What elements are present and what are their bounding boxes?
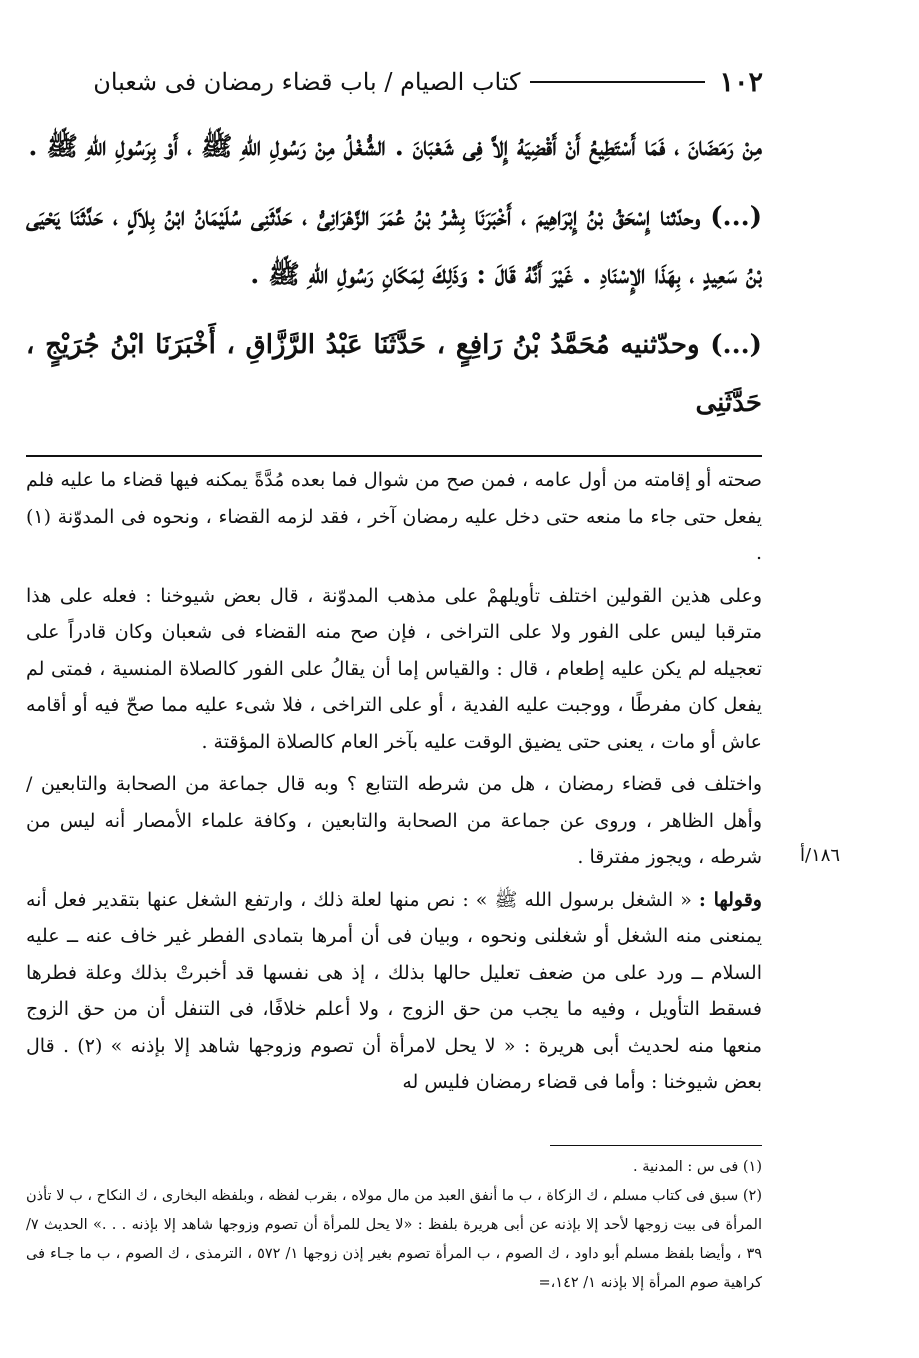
commentary-paragraph: وعلى هذين القولين اختلف تأويلهمْ على مذهب المدوّنة ، قال بعض شيوخنا : فعله على هذا مترقبا ليس على الفور ولا على التراخى ، فإن صح منه القضاء فى شعبان وكان قادراً على تعجيله لم يكن عليه إطعام ، قال : والقياس إما أن يقالُ على الفور كالصلاة المنسية ، فمتى لم يفعل كان مفرطًا ، ووجبت عليه الفدية ، أو على التراخى ، فلا شىء عليه مما صحّ فيه أو أقامه عاش أو مات ، يعنى حتى يضيق الوقت عليه بآخر العام كالصلاة المؤقتة .	[26, 584, 762, 753]
commentary-lead-phrase: وقولها :	[698, 888, 762, 911]
hadith-paragraph: (...) وحدّثنيه مُحَمَّدُ بْنُ رَافِعٍ ، حَدَّثَنَا عَبْدُ الرَّزَّاقِ ، أَخْبَرَنَا ابْنُ جُرَيْجٍ ، حَدَّثَنِى	[26, 330, 762, 418]
footnote: (١) فى س : المدنية .	[632, 1159, 762, 1175]
commentary	[26, 462, 762, 1107]
header-rule	[530, 81, 705, 83]
hadith-paragraph: (...) وحدّثنا إِسْحَقُ بْنُ إِبْرَاهِيمَ ، أَخْبَرَنَا بِشْرُ بْنُ عُمَرَ الزَّهْرَانِىُّ ، حَدَّثَنِى سُلَيْمَانُ ابْنُ بِلاَلٍ ، حَدَّثَنَا يَحْيَى بْنُ سَعِيدٍ ، بِهَذَا الإِسْنَادِ . غَيْرَ أَنَّهُ قَالَ : وَذَلِكَ لِمَكَانِ رَسُولِ اللهِ ﷺ .	[26, 202, 762, 290]
commentary-paragraph: وقولها : « الشغل برسول الله ﷺ » : نص منها لعلة ذلك ، وارتفع الشغل عنها بتقدير فعل أنه يمنعنى منه الشغل أو شغلنى ونحوه ، وبيان فى أن أمرها بتمادى الفطر غير خاف عنه ــ عليه السلام ــ ورد على من ضعف تعليل حالها بذلك ، إذ هى نفسها قد أخبرتْ بذلك وعلة فطرها فسقط التأويل ، وفيه ما يجب من حق الزوج ، ولا أعلم خلافًا، فى التنفل أن من حق الزوج منعها منه لحديث أبى هريرة : « لا يحل لامرأة أن تصوم وزوجها شاهد إلا بإذنه » (٢) . قال بعض شيوخنا : وأما فى قضاء رمضان فليس له	[26, 888, 762, 1093]
footnote: (٢) سبق فى كتاب مسلم ، ك الزكاة ، ب ما أنفق العبد من مال مولاه ، بقرب لفظه ، وبلفظه البخارى ، ك النكاح ، ب لا تأذن المرأة فى بيت زوجها لأحد إلا بإذنه عن أبى هريرة بلفظ : «لا يحل للمرأة أن تصوم وزوجها شاهد إلا بإذنه . . .» الحديث ٧/ ٣٩ ، وأيضا بلفظ مسلم أبو داود ، ك الصوم ، ب المرأة تصوم بغير إذن زوجها ١/ ٥٧٢ ، الترمذى ، ك الصوم ، ب ما جـاء فى كراهية صوم المرأة إلا بإذنه ١/ ١٤٢،=	[26, 1188, 763, 1291]
text-commentary-divider	[26, 455, 762, 457]
manuscript-folio-marker: ١٨٦/أ	[800, 845, 841, 866]
footnotes	[26, 1153, 762, 1298]
hadith-paragraph: مِنْ رَمَضَانَ ، فَمَا أَسْتَطِيعُ أَنْ أَقْضِيَهُ إِلاَّ فِى شَعْبَانَ . الشُّغْلُ مِنْ رَسُولِ اللهِ ﷺ ، أَوْ بِرَسُولِ اللهِ ﷺ .	[28, 132, 762, 162]
footnote-rule	[550, 1145, 762, 1146]
page-number: ١٠٢	[719, 66, 763, 98]
commentary-paragraph: واختلف فى قضاء رمضان ، هل من شرطه التتابع ؟ وبه قال جماعة من الصحابة والتابعين /وأهل الظاهر ، وروى عن جماعة من الصحابة والتابعين ، وكافة علماء الأمصار أنه ليس من شرطه ، ويجوز مفترقا .	[26, 773, 762, 868]
running-header	[28, 62, 763, 102]
running-title: كتاب الصيام / باب قضاء رمضان فى شعبان	[93, 68, 521, 96]
hadith-text	[26, 118, 762, 432]
commentary-paragraph: صحته أو إقامته من أول عامه ، فمن صح من شوال فما بعده مُدَّةً يمكنه فيها قضاء ما عليه فلم يفعل حتى جاء ما منعه حتى دخل عليه رمضان آخر ، فقد لزمه القضاء ، ونحوه فى المدوّنة (١) .	[26, 469, 762, 564]
